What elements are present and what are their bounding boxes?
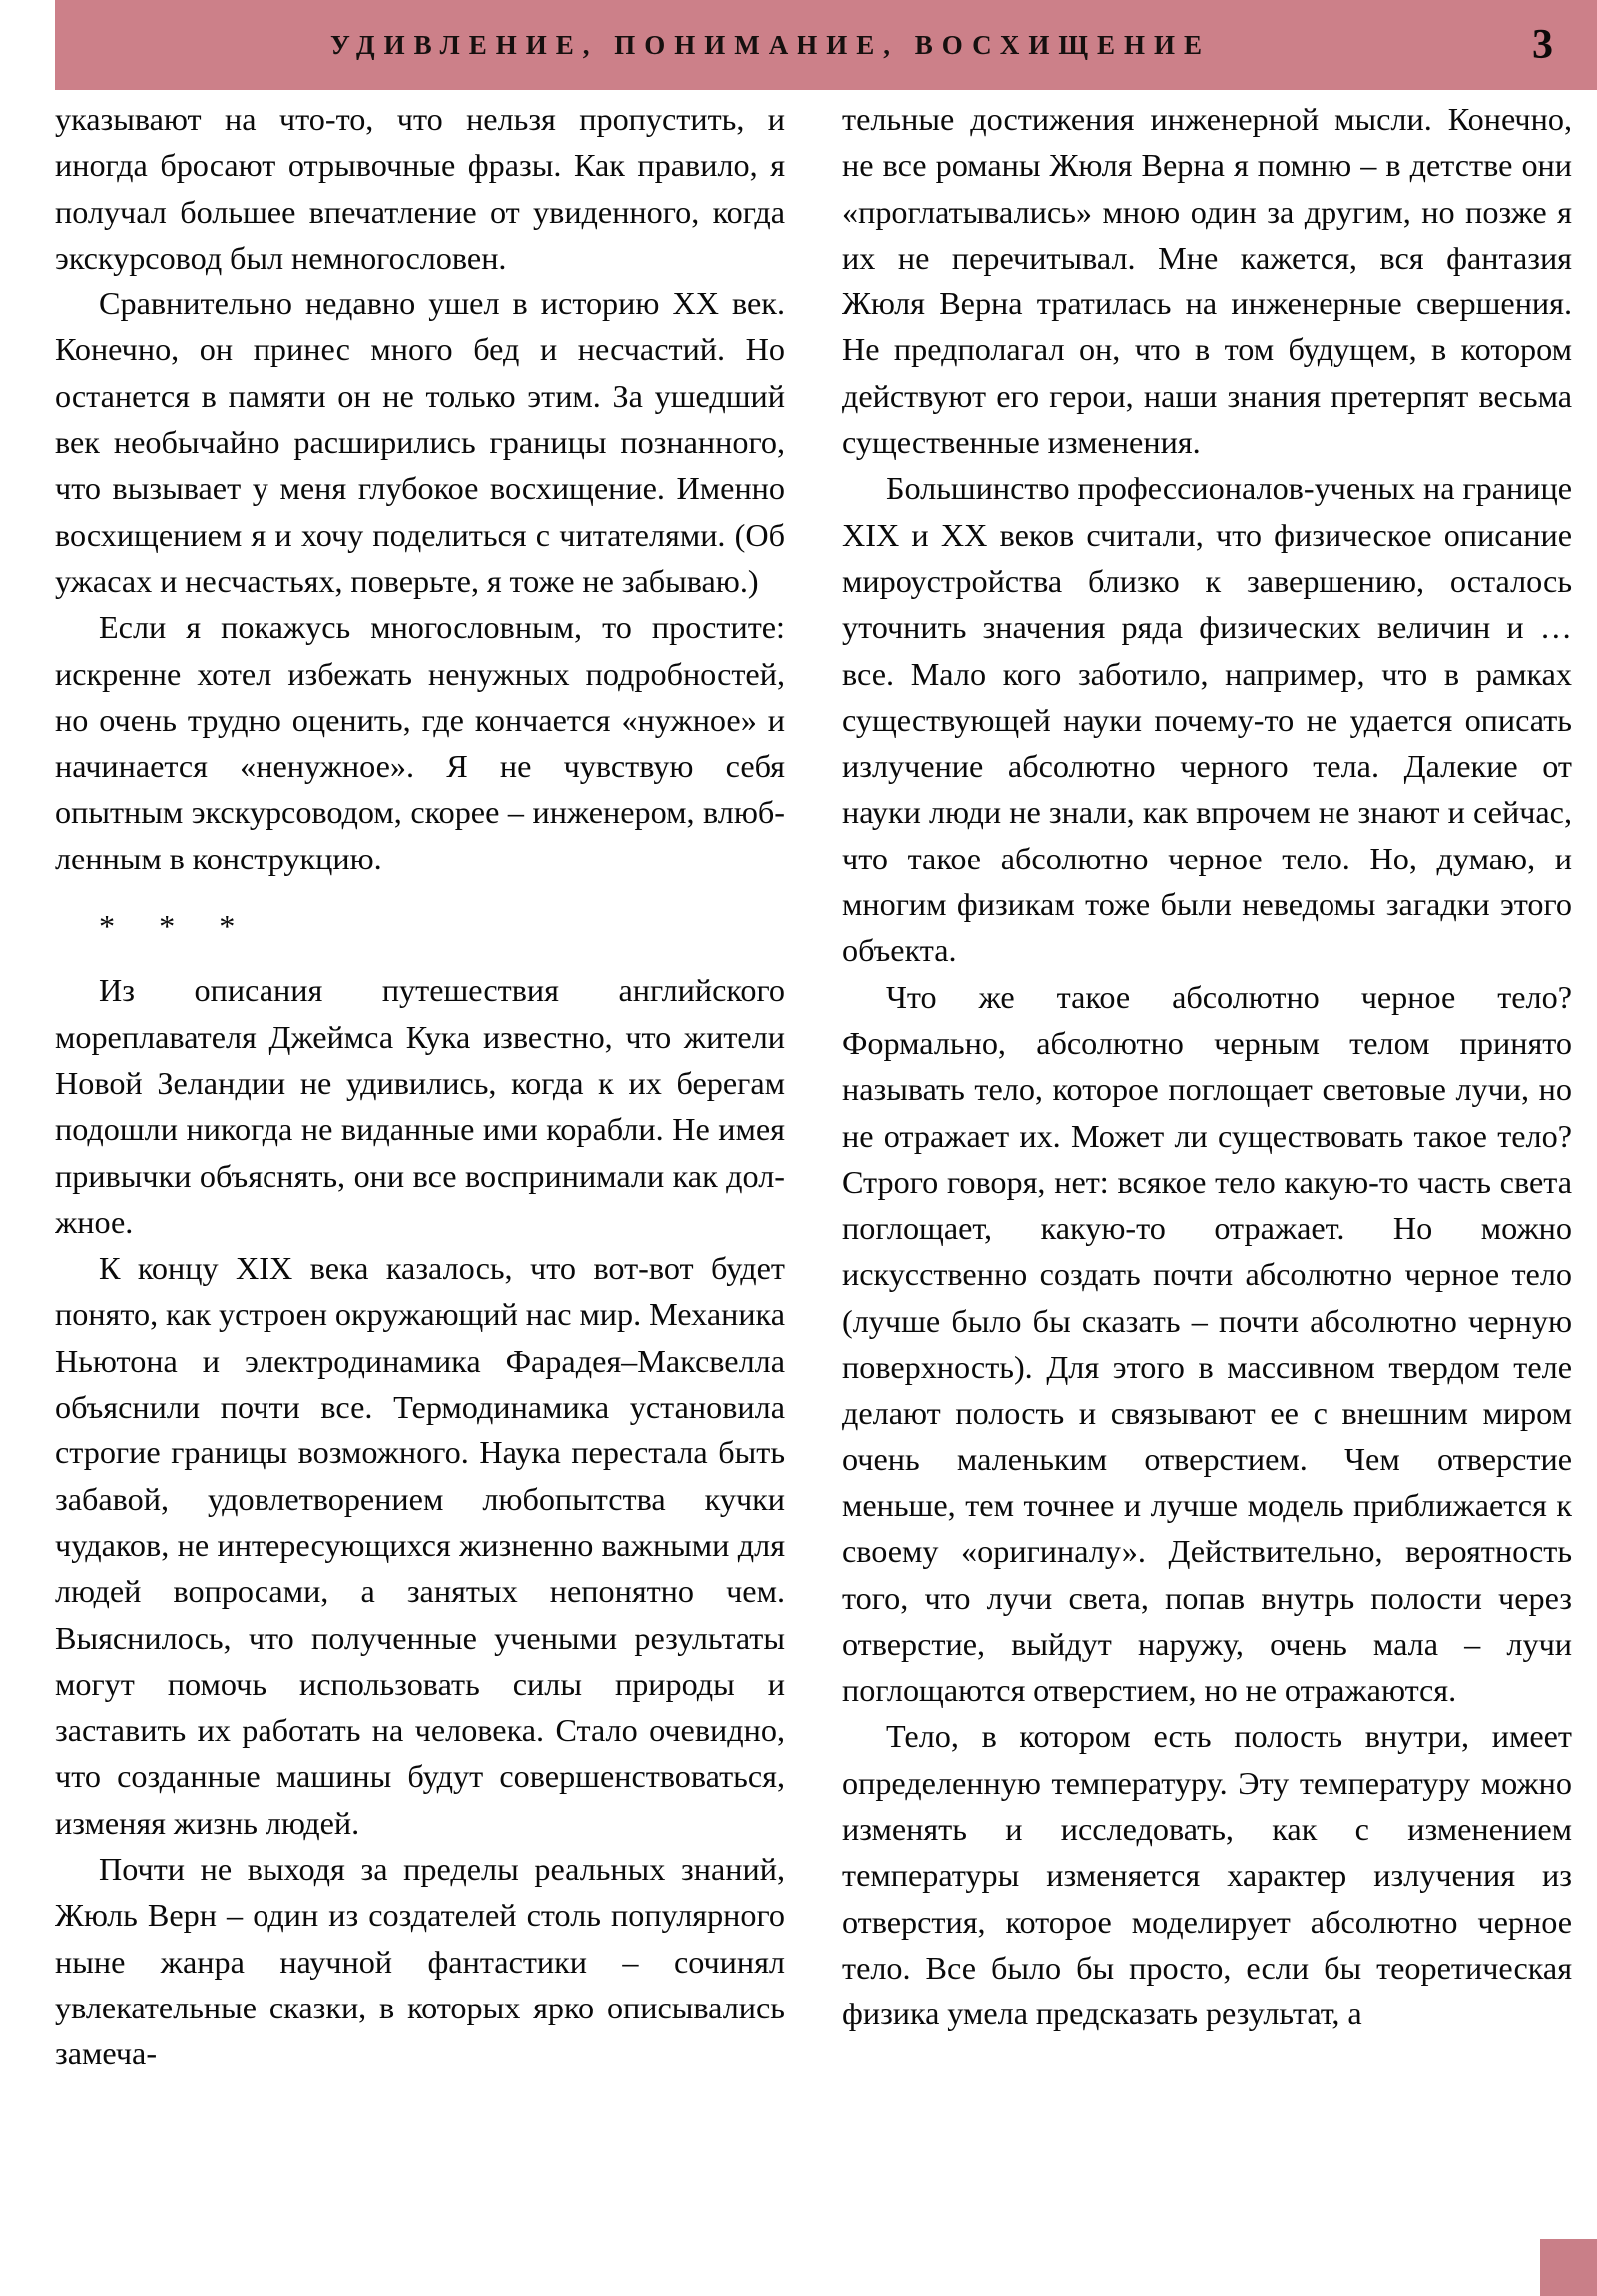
paragraph: Сравнительно недавно ушел в историю XX век. Конечно, он принес много бед и несчастий. Но останется в памяти он не только этим. За ушедший век необычайно расширились границы познанного, что вызывает у меня глубокое восхищение. Именно восхищением я и хочу поделиться с читателями. (Об ужасах и несчастьях, поверьте, я тоже не забываю.) [55, 286, 785, 599]
left-text-column [55, 96, 785, 2252]
paragraph: Большинство профессионалов-ученых на границе XIX и XX веков считали, что физическое описание мироустройства близко к завершению, осталось уточнить значения ряда физических величин и … все. Мало кого заботило, например, что в рамках существующей науки почему-то не удается описать излучение абсолютно черного тела. Далекие от науки люди не знали, как впрочем не знают и сейчас, что такое абсолютно черное тело. Но, думаю, и многим физикам тоже были неведомы загадки этого объекта. [842, 470, 1572, 969]
paragraph: Из описания путешествия английского мореплавателя Джеймса Кука известно, что жители Новой Зеландии не удивились, когда к их берегам подошли никогда не виданные ими корабли. Не имея привычки объяснять, они все воспринимали как должное. [55, 972, 785, 1240]
running-header-band [55, 0, 1597, 90]
paragraph: Почти не выходя за пределы реальных знаний, Жюль Верн – один из создателей столь популярного ныне жанра научной фантастики – сочинял увлекательные сказки, в которых ярко описывались замеча- [55, 1850, 785, 2072]
running-header-title: УДИВЛЕНИЕ, ПОНИМАНИЕ, ВОСХИЩЕНИЕ [329, 29, 1212, 60]
section-separator-asterisks: * * * [99, 908, 254, 945]
paragraph: К концу XIX века казалось, что вот-вот будет понято, как устроен окружающий нас мир. Механика Ньютона и электродинамика Фарадея–Максвелла объяснили почти все. Термодинамика установила строгие границы возможного. Наука перестала быть забавой, удовлетворением любопытства кучки чудаков, не интересующихся жизненно важными для людей вопросами, а занятых непонятно чем. Выяснилось, что полученные учеными результаты могут помочь использовать силы природы и заставить их работать на человека. Стало очевидно, что созданные машины будут совершенствоваться, изменяя жизнь людей. [55, 1250, 785, 1841]
paragraph: Тело, в котором есть полость внутри, имеет определенную температуру. Эту температуру можно изменять и исследовать, как с изменением температуры изменяется характер излучения из отверстия, которое моделирует абсолютно черное тело. Все было бы просто, если бы теоретическая физика умела предсказать результат, а [842, 1718, 1572, 2032]
page-number: 3 [1532, 22, 1553, 68]
paragraph: Если я покажусь многословным, то простите: искренне хотел избежать ненужных подробностей, но очень трудно оценить, где кончается «нужное» и начинается «ненужное». Я не чувствую себя опытным экскурсоводом, скорее – инженером, влюбленным в конструкцию. [55, 609, 785, 876]
paragraph: Что же такое абсолютно черное тело? Формально, абсолютно черным телом принято называть тело, которое поглощает световые лучи, но не отражает их. Может ли существовать такое тело? Строго говоря, нет: всякое тело какую-то часть света поглощает, какую-то отражает. Но можно искусственно создать почти абсолютно черное тело (лучше было бы сказать – почти абсолютно черную поверхность). Для этого в массивном твердом теле делают полость и связывают ее с внешним миром очень маленьким отверстием. Чем отверстие меньше, тем точнее и лучше модель приближается к своему «оригиналу». Действительно, вероятность того, что лучи света, попав внутрь полости через отверстие, выйдут наружу, очень мала – лучи поглощаются отверстием, но не отражаются. [842, 978, 1572, 1709]
right-text-column [842, 96, 1572, 2252]
paragraph: тельные достижения инженерной мысли. Конечно, не все романы Жюля Верна я помню – в детстве они «проглатывались» мною один за другим, но позже я их не перечитывал. Мне кажется, вся фантазия Жюля Верна тратилась на инженерные свершения. Не предполагал он, что в том будущем, в котором действуют его герои, наши знания претерпят весьма существенные изменения. [842, 101, 1572, 461]
paragraph: указывают на что-то, что нельзя пропустить, и иногда бросают отрывочные фразы. Как правило, я получал большее впечатление от увиденного, когда экскурсовод был немногословен. [55, 101, 785, 276]
corner-color-block [1540, 2239, 1597, 2296]
text-columns [55, 96, 1572, 2252]
